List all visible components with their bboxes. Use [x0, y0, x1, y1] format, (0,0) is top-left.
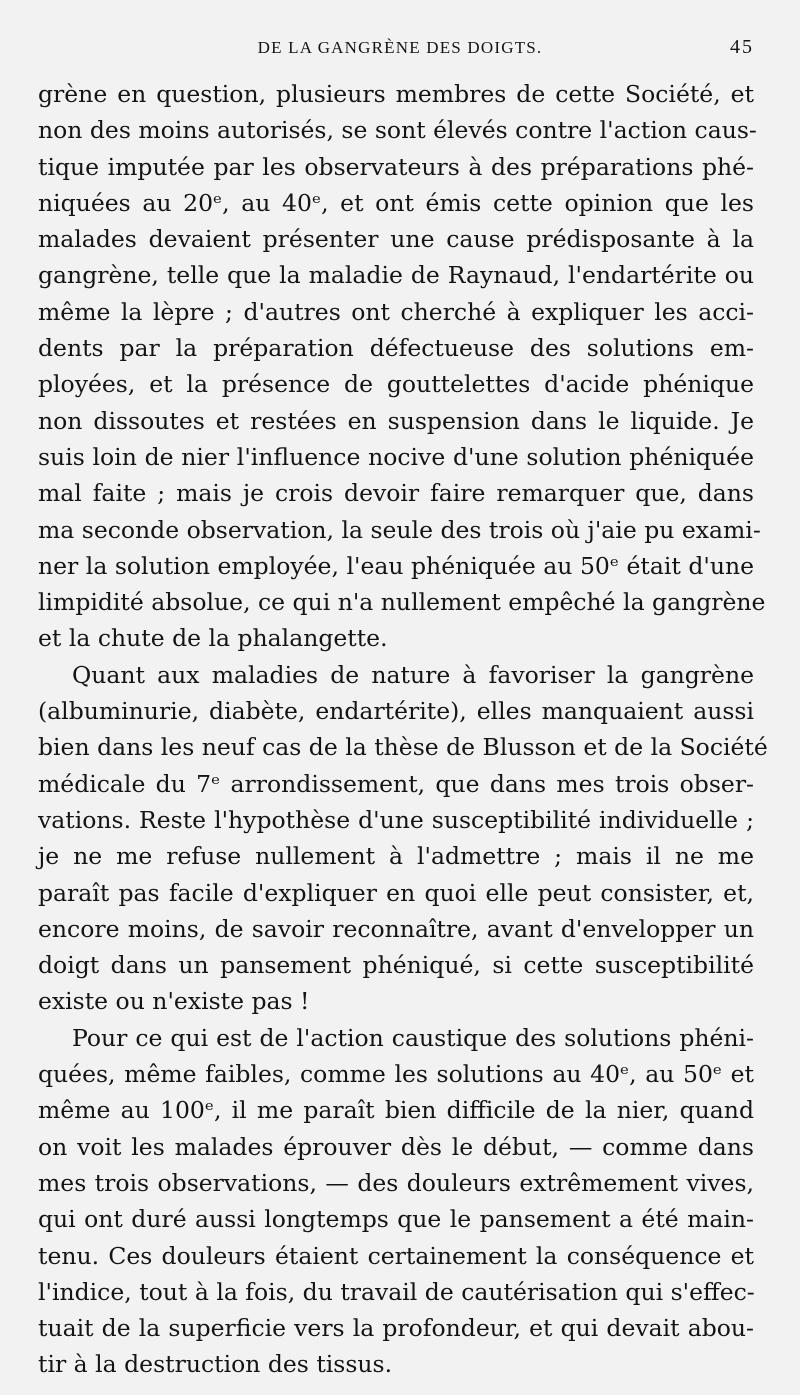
body-text — [38, 76, 768, 1383]
text-line: médicale du 7ᵉ arrondissement, que dans mes trois obser- — [38, 769, 754, 798]
text-line: niquées au 20ᵉ, au 40ᵉ, et ont émis cette opinion que les — [38, 188, 754, 217]
text-line: gangrène, telle que la maladie de Raynaud, l'endartérite ou — [38, 261, 754, 290]
text-line: on voit les malades éprouver dès le début, — comme dans — [38, 1132, 754, 1161]
text-line: mes trois observations, — des douleurs extrêmement vives, — [38, 1168, 754, 1197]
running-header — [0, 38, 800, 62]
text-line: Quant aux maladies de nature à favoriser la gangrène — [72, 660, 754, 689]
text-line: tir à la destruction des tissus. — [38, 1350, 393, 1379]
text-line: même la lèpre ; d'autres ont cherché à expliquer les acci- — [38, 297, 754, 326]
running-title: DE LA GANGRÈNE DES DOIGTS. — [257, 38, 543, 57]
text-line: tique imputée par les observateurs à des préparations phé- — [38, 152, 754, 181]
text-line: encore moins, de savoir reconnaître, avant d'envelopper un — [38, 914, 754, 943]
text-line: même au 100ᵉ, il me paraît bien difficile de la nier, quand — [38, 1096, 754, 1125]
text-line: paraît pas facile d'expliquer en quoi elle peut consister, et, — [38, 878, 754, 907]
text-line: limpidité absolue, ce qui n'a nullement empêché la gangrène — [38, 588, 766, 617]
text-line: non des moins autorisés, se sont élevés contre l'action caus- — [38, 116, 757, 145]
text-line: ma seconde observation, la seule des trois où j'aie pu exami- — [38, 515, 761, 544]
text-line: bien dans les neuf cas de la thèse de Blusson et de la Société — [38, 733, 768, 762]
text-line: tenu. Ces douleurs étaient certainement la conséquence et — [38, 1241, 754, 1270]
paragraph — [38, 657, 768, 1020]
text-line: tuait de la superficie vers la profondeur, et qui devait abou- — [38, 1314, 754, 1343]
text-line: grène en question, plusieurs membres de cette Société, et — [38, 80, 754, 108]
text-line: Pour ce qui est de l'action caustique des solutions phéni- — [72, 1023, 754, 1052]
text-line: non dissoutes et restées en suspension dans le liquide. Je — [38, 406, 754, 435]
text-line: mal faite ; mais je crois devoir faire remarquer que, dans — [38, 479, 754, 508]
paragraph — [38, 1020, 754, 1383]
text-line: et la chute de la phalangette. — [38, 624, 388, 653]
text-line: l'indice, tout à la fois, du travail de cautérisation qui s'effec- — [38, 1277, 755, 1306]
text-line: existe ou n'existe pas ! — [38, 987, 310, 1016]
text-line: ployées, et la présence de gouttelettes d'acide phénique — [38, 370, 754, 399]
text-line: doigt dans un pansement phéniqué, si cette susceptibilité — [38, 951, 754, 980]
text-line: ner la solution employée, l'eau phéniquée au 50ᵉ était d'une — [38, 551, 754, 580]
text-line: malades devaient présenter une cause prédisposante à la — [38, 225, 754, 254]
text-line: qui ont duré aussi longtemps que le pansement a été main- — [38, 1205, 754, 1234]
text-line: quées, même faibles, comme les solutions au 40ᵉ, au 50ᵉ et — [38, 1060, 754, 1089]
paragraph — [38, 76, 766, 657]
text-line: vations. Reste l'hypothèse d'une susceptibilité individuelle ; — [38, 805, 754, 834]
text-line: je ne me refuse nullement à l'admettre ; mais il ne me — [38, 842, 754, 871]
text-line: dents par la préparation défectueuse des solutions em- — [38, 334, 754, 363]
text-line: (albuminurie, diabète, endartérite), elles manquaient aussi — [38, 697, 754, 726]
page-number: 45 — [730, 36, 754, 58]
text-line: suis loin de nier l'influence nocive d'une solution phéniquée — [38, 442, 754, 471]
